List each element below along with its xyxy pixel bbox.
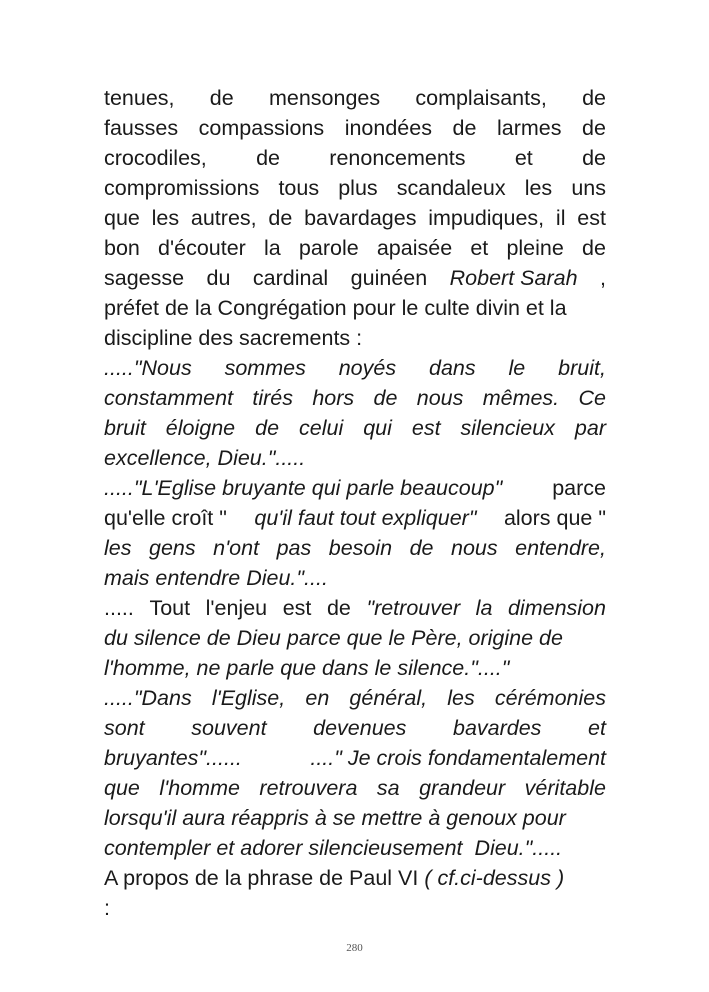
text-line bbox=[104, 113, 606, 143]
text-segment: pleine bbox=[506, 236, 564, 260]
italic-text: que bbox=[104, 776, 140, 800]
text-segment: la bbox=[264, 236, 281, 260]
text-line bbox=[104, 563, 606, 593]
text-line bbox=[104, 83, 606, 113]
italic-text: celui bbox=[299, 416, 344, 440]
text-segment: de bbox=[326, 596, 351, 620]
text-line bbox=[104, 863, 606, 893]
italic-text: bruit, bbox=[558, 356, 606, 380]
text-segment: renoncements bbox=[329, 146, 466, 170]
italic-text: lorsqu'il aura réappris à se mettre à genoux pour bbox=[104, 806, 566, 830]
text-segment: uns bbox=[571, 176, 606, 200]
text-line bbox=[104, 413, 606, 443]
italic-text: véritable bbox=[524, 776, 606, 800]
text-segment: d'écouter bbox=[158, 236, 246, 260]
text-segment: discipline des sacrements : bbox=[104, 326, 363, 350]
text-segment: de bbox=[582, 116, 606, 140]
italic-text: sont bbox=[104, 716, 145, 740]
italic-text: la bbox=[475, 596, 493, 620]
text-line bbox=[104, 203, 606, 233]
text-segment: tous bbox=[278, 176, 320, 200]
italic-text: gens bbox=[148, 536, 196, 560]
text-segment: tenues, bbox=[104, 86, 175, 110]
italic-text: nous bbox=[451, 536, 498, 560]
text-segment: plus bbox=[338, 176, 378, 200]
text-segment: mensonges bbox=[268, 86, 381, 110]
text-line bbox=[104, 263, 606, 293]
text-segment: est bbox=[282, 596, 312, 620]
italic-text: ...." Je crois fondamentalement bbox=[310, 746, 606, 770]
text-segment: bavardages bbox=[304, 206, 417, 230]
italic-text: bavardes bbox=[452, 716, 542, 740]
text-segment: : bbox=[104, 896, 110, 920]
italic-text: ....."Dans bbox=[104, 686, 192, 710]
text-segment: de bbox=[209, 86, 234, 110]
text-line bbox=[104, 323, 606, 353]
text-line bbox=[104, 233, 606, 263]
italic-text: éloigne bbox=[165, 416, 236, 440]
italic-text: du silence de Dieu parce que le Père, origine de bbox=[104, 626, 563, 650]
text-segment: apaisée bbox=[376, 236, 453, 260]
italic-text: constamment bbox=[104, 386, 234, 410]
text-segment: de bbox=[452, 116, 477, 140]
italic-text: les bbox=[447, 686, 475, 710]
text-segment: impudiques, bbox=[428, 206, 545, 230]
text-line bbox=[104, 773, 606, 803]
italic-text: l'homme, ne parle que dans le silence."...." bbox=[104, 656, 510, 680]
text-line bbox=[104, 683, 606, 713]
text-segment: du bbox=[206, 266, 231, 290]
text-line bbox=[104, 803, 606, 833]
text-segment: de bbox=[582, 146, 606, 170]
italic-text: les bbox=[104, 536, 132, 560]
italic-text: ....."L'Eglise bruyante qui parle beaucoup" bbox=[104, 476, 503, 500]
italic-text: de bbox=[409, 536, 434, 560]
text-line bbox=[104, 533, 606, 563]
text-segment: crocodiles, bbox=[104, 146, 207, 170]
italic-text: hors bbox=[312, 386, 355, 410]
text-segment: de bbox=[582, 236, 606, 260]
italic-text: Ce bbox=[578, 386, 606, 410]
text-segment: compromissions bbox=[104, 176, 260, 200]
text-line bbox=[104, 503, 606, 533]
italic-text: est bbox=[411, 416, 441, 440]
italic-text: devenues bbox=[313, 716, 407, 740]
italic-text: excellence, Dieu."..... bbox=[104, 446, 306, 470]
italic-text: souvent bbox=[191, 716, 267, 740]
text-segment: parce bbox=[552, 476, 606, 500]
italic-text: "retrouver bbox=[366, 596, 461, 620]
text-segment: les bbox=[524, 176, 553, 200]
text-segment: scandaleux bbox=[396, 176, 506, 200]
text-line bbox=[104, 743, 606, 773]
text-line bbox=[104, 173, 606, 203]
text-segment: autres, bbox=[190, 206, 257, 230]
italic-text: tirés bbox=[252, 386, 294, 410]
italic-text: mais entendre Dieu.".... bbox=[104, 566, 328, 590]
italic-text: bruit bbox=[104, 416, 146, 440]
italic-text: nous bbox=[416, 386, 464, 410]
text-segment: de bbox=[256, 146, 280, 170]
text-line bbox=[104, 593, 606, 623]
text-line bbox=[104, 353, 606, 383]
text-segment: parole bbox=[298, 236, 359, 260]
italic-text: de bbox=[255, 416, 280, 440]
text-line bbox=[104, 443, 606, 473]
body-text bbox=[104, 83, 606, 923]
italic-text: ....."Nous bbox=[104, 356, 192, 380]
page-number: 280 bbox=[346, 942, 363, 954]
italic-text: dimension bbox=[507, 596, 606, 620]
text-segment: l'enjeu bbox=[205, 596, 268, 620]
italic-text: cérémonies bbox=[494, 686, 606, 710]
italic-text: dans bbox=[428, 356, 476, 380]
text-segment: fausses bbox=[104, 116, 179, 140]
italic-text: l'Eglise, bbox=[211, 686, 286, 710]
text-segment: de bbox=[582, 86, 606, 110]
italic-text: bruyantes"...... bbox=[104, 746, 242, 770]
text-segment: A propos de la phrase de Paul VI bbox=[104, 866, 425, 890]
text-segment: Tout bbox=[149, 596, 191, 620]
italic-text: mêmes. bbox=[482, 386, 560, 410]
italic-text: entendre, bbox=[515, 536, 606, 560]
text-segment: bon bbox=[104, 236, 140, 260]
text-segment: guinéen bbox=[350, 266, 428, 290]
italic-text: sommes bbox=[224, 356, 306, 380]
text-line bbox=[104, 143, 606, 173]
text-segment: préfet de la Congrégation pour le culte divin et la bbox=[104, 296, 567, 320]
text-segment: inondées bbox=[344, 116, 432, 140]
text-segment: les bbox=[151, 206, 180, 230]
text-line bbox=[104, 713, 606, 743]
text-line bbox=[104, 893, 606, 923]
italic-text: ( cf.ci-dessus ) bbox=[424, 866, 565, 890]
text-segment: , bbox=[600, 266, 606, 290]
italic-text: contempler et adorer silencieusement Dieu."..... bbox=[104, 836, 563, 860]
italic-text: de bbox=[373, 386, 398, 410]
text-segment: que bbox=[104, 206, 140, 230]
text-segment: est bbox=[577, 206, 606, 230]
italic-text: par bbox=[574, 416, 606, 440]
text-segment: ..... bbox=[104, 596, 134, 620]
text-segment: larmes bbox=[496, 116, 562, 140]
italic-text: général, bbox=[349, 686, 428, 710]
italic-text: retrouvera bbox=[259, 776, 358, 800]
italic-text: pas bbox=[276, 536, 312, 560]
italic-text: grandeur bbox=[419, 776, 506, 800]
italic-text: l'homme bbox=[159, 776, 240, 800]
text-segment: qu'elle croît " bbox=[104, 506, 227, 530]
text-line bbox=[104, 833, 606, 863]
text-segment: alors que " bbox=[503, 506, 606, 530]
italic-text: en bbox=[305, 686, 330, 710]
italic-text: silencieux bbox=[460, 416, 555, 440]
italic-text: n'ont bbox=[213, 536, 260, 560]
text-segment: et bbox=[470, 236, 489, 260]
text-line bbox=[104, 653, 606, 683]
italic-text: noyés bbox=[338, 356, 397, 380]
text-segment: sagesse bbox=[104, 266, 185, 290]
text-segment: cardinal bbox=[252, 266, 329, 290]
italic-text: sa bbox=[376, 776, 400, 800]
italic-text: Robert Sarah bbox=[449, 266, 578, 290]
text-segment: compassions bbox=[198, 116, 325, 140]
text-line bbox=[104, 623, 606, 653]
italic-text: et bbox=[588, 716, 606, 740]
text-segment: de bbox=[268, 206, 293, 230]
text-line bbox=[104, 473, 606, 503]
italic-text: qu'il faut tout expliquer" bbox=[254, 506, 477, 530]
text-line bbox=[104, 383, 606, 413]
text-segment: et bbox=[514, 146, 533, 170]
italic-text: le bbox=[508, 356, 526, 380]
text-segment: il bbox=[555, 206, 566, 230]
text-line bbox=[104, 293, 606, 323]
italic-text: besoin bbox=[328, 536, 393, 560]
italic-text: qui bbox=[363, 416, 392, 440]
text-segment: complaisants, bbox=[415, 86, 547, 110]
